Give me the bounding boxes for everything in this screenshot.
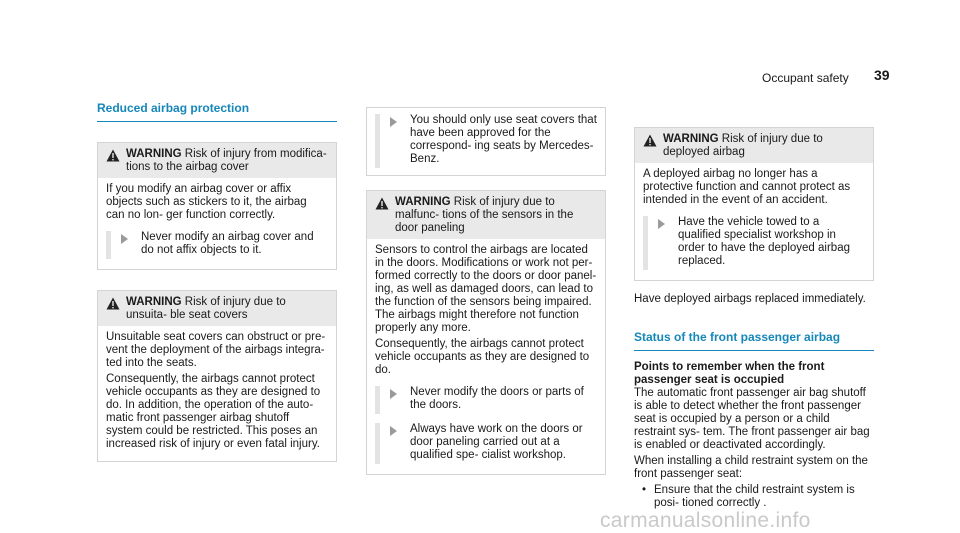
warning-header (635, 128, 873, 163)
instruction-text: You should only use seat covers that have been approved for the correspond- ing seats by Mercedes-Benz. (410, 114, 597, 165)
warning-box-seat-covers (97, 290, 337, 462)
instruction-text: Have the vehicle towed to a qualified specialist workshop in order to have the deployed airbag replaced. (678, 216, 850, 267)
warning-title: Risk of injury due to deployed airbag (663, 133, 823, 158)
warning-box-airbag-cover (97, 142, 337, 270)
warning-label: WARNING (126, 148, 182, 160)
list-item-text: Ensure that the child restraint system is posi- tioned correctly . (654, 484, 855, 509)
bullet-icon: • (642, 484, 647, 496)
arrow-right-icon (658, 219, 665, 229)
section-heading-front-passenger-airbag: Status of the front passenger airbag (634, 330, 874, 351)
warning-box-door-sensors (366, 190, 606, 475)
warning-triangle-icon (106, 149, 120, 162)
warning-triangle-icon (375, 197, 389, 210)
warning-label: WARNING (663, 133, 719, 145)
watermark: carmanualsonline.info (600, 509, 811, 532)
body-text: When installing a child restraint system on the front passenger seat: (634, 455, 868, 480)
warning-triangle-icon (643, 134, 657, 147)
warning-header (367, 191, 605, 239)
instruction-text: Never modify an airbag cover and do not affix objects to it. (141, 231, 314, 256)
warning-text: Consequently, the airbags cannot protect vehicle occupants as they are designed to do. In addition, the operation of the auto- matic front passenger airbag shutoff system could be restricted. This poses an increased risk of injury or even fatal injury. (106, 373, 321, 450)
warning-label: WARNING (395, 196, 451, 208)
warning-text: Sensors to control the airbags are located in the doors. Modifications or work not per- formed correctly to the doors or door panel- ing, as well as damaged doors, can lead to the function of the sensors being impaired. The airbags might therefore not function properly any more. (375, 244, 597, 334)
warning-header (98, 291, 336, 326)
section-title: Occupant safety (762, 71, 849, 85)
body-text: Have deployed airbags replaced immediately. (634, 293, 866, 305)
instruction-item (106, 231, 328, 259)
page-number: 39 (874, 67, 890, 83)
warning-text: A deployed airbag no longer has a protective function and cannot protect as intended in the event of an accident. (643, 168, 851, 206)
body-text: The automatic front passenger air bag shutoff is able to detect whether the front passenger seat is occupied by a person or a child restraint sys- tem. The front passenger air bag is enabled or deactivated accordingly. (634, 387, 870, 451)
column-2 (366, 107, 606, 475)
warning-triangle-icon (106, 297, 120, 310)
instruction-text: Never modify the doors or parts of the doors. (410, 386, 584, 411)
instruction-item (375, 114, 597, 168)
section-heading-reduced-airbag: Reduced airbag protection (97, 101, 337, 122)
instruction-item (375, 386, 597, 414)
arrow-right-icon (390, 389, 397, 399)
warning-title: Risk of injury from modifica- tions to the airbag cover (126, 148, 327, 173)
warning-header (98, 143, 336, 178)
warning-title: Risk of injury due to unsuita- ble seat covers (126, 296, 286, 321)
arrow-right-icon (390, 426, 397, 436)
warning-text: Consequently, the airbags cannot protect vehicle occupants as they are designed to do. (375, 338, 590, 376)
list-item (634, 484, 874, 510)
subheading: Points to remember when the front passenger seat is occupied (634, 361, 825, 386)
seat-cover-note-box (366, 107, 606, 176)
instruction-item (643, 216, 865, 270)
column-1 (97, 101, 337, 462)
warning-label: WARNING (126, 296, 182, 308)
warning-box-deployed-airbag (634, 127, 874, 281)
warning-text: Unsuitable seat covers can obstruct or pre- vent the deployment of the airbags integra- ted into the seats. (106, 331, 326, 369)
warning-text: If you modify an airbag cover or affix objects such as stickers to it, the airbag can no lon- ger function correctly. (106, 183, 307, 221)
instruction-text: Always have work on the doors or door paneling carried out at a qualified spe- cialist workshop. (410, 423, 583, 461)
arrow-right-icon (390, 117, 397, 127)
warning-title: Risk of injury due to malfunc- tions of the sensors in the door paneling (395, 196, 574, 234)
column-3 (634, 127, 874, 510)
instruction-item (375, 423, 597, 464)
arrow-right-icon (121, 234, 128, 244)
